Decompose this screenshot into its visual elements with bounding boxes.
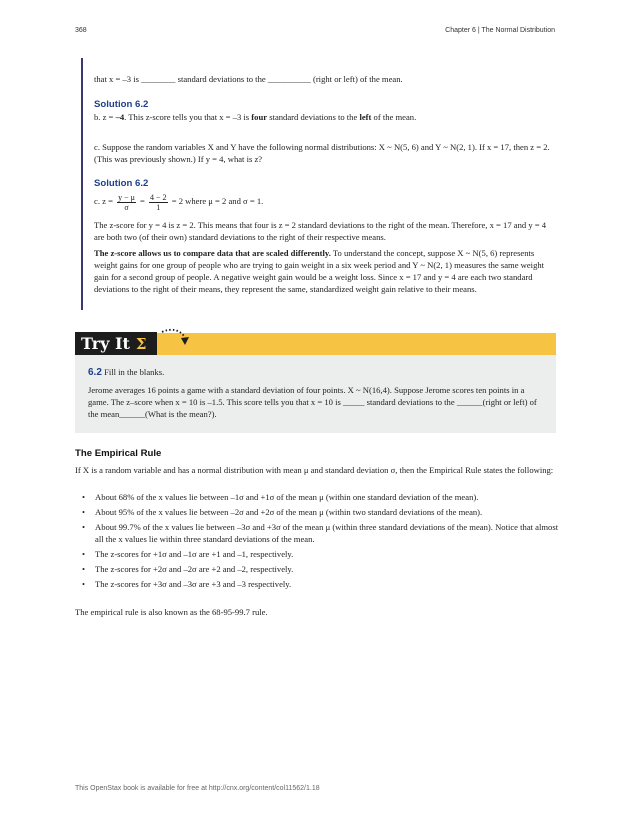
try-it-box xyxy=(75,355,556,433)
solution-1-text: b. z = –4. This z-score tells you that x = –3 is four standard deviations to the left of the mean. xyxy=(94,112,417,122)
solution-title-1: Solution 6.2 xyxy=(94,99,149,110)
empirical-rule-list xyxy=(82,491,562,593)
list-item: • The z-scores for +2σ and –2σ are +2 and –2, respectively. xyxy=(82,563,562,575)
try-it-label: Try It Σ xyxy=(75,332,157,356)
footer-text: This OpenStax book is available for free at http://cnx.org/content/col11562/1.18 xyxy=(75,785,320,792)
try-it-heading: 6.2 Fill in the blanks. xyxy=(88,367,165,378)
solution-title-2: Solution 6.2 xyxy=(94,178,149,189)
empirical-intro: If X is a random variable and has a normal distribution with mean μ and standard deviation σ, then the Empirical Rule states the following: xyxy=(75,465,554,475)
fraction-values: $\frac{4 - 2}{1}$ xyxy=(150,192,167,212)
list-item: • The z-scores for +3σ and –3σ are +3 and –3 respectively. xyxy=(82,578,562,590)
part-c-question: c. Suppose the random variables X and Y have the following normal distributions: X ~ N(5, 6) and Y ~ N(2, 1). If x = 17, then z = 2. (This was previously shown.) If y = 4, what is z? xyxy=(94,142,550,164)
example-margin-bar xyxy=(81,58,83,310)
paragraph-compare-data: The z-score allows us to compare data that are scaled differently. To understand the concept, suppose X ~ N(5, 6) represents weight gains for one group of people who are trying to gain weight in a six week period and Y ~ N(2, 1) measures the same weight gain for a second group of people. A negative weight gain would be a weight loss. Since x = 17 and y = 4 are each two standard deviations to the right of their means, they represent the same, standardized weight gain relative to their means. xyxy=(94,248,545,294)
chapter-title: Chapter 6 | The Normal Distribution xyxy=(445,27,555,34)
closing-line: The empirical rule is also known as the 68-95-99.7 rule. xyxy=(75,607,268,617)
list-item: • About 68% of the x values lie between –1σ and +1σ of the mean μ (within one standard deviation of the mean). xyxy=(82,491,562,503)
section-heading: The Empirical Rule xyxy=(75,448,162,459)
list-item: • About 95% of the x values lie between –2σ and +2σ of the mean μ (within two standard deviations of the mean). xyxy=(82,506,562,518)
try-it-problem: Jerome averages 16 points a game with a standard deviation of four points. X ~ N(16,4). Suppose Jerome scores ten points in a game. The z–score when x = 10 is –1.5. This score tells you that x = 10 is _____ standard deviations to the ______(right or left) of the mean______(What is the mean?). xyxy=(88,385,537,419)
paragraph-z-equals-2: The z-score for y = 4 is z = 2. This means that four is z = 2 standard deviations to the right of the mean. Therefore, x = 17 and y = 4 are both two (of their own) standard deviations to the right of their respective means. xyxy=(94,220,547,242)
list-item: • About 99.7% of the x values lie between –3σ and +3σ of the mean μ (within three standard deviations of the mean). Notice that almost all the x values lie within three standard deviations of the mean. xyxy=(82,521,562,545)
page-number: 368 xyxy=(75,27,87,34)
fraction-formula: $\frac{y - \mu}{\sigma}$ xyxy=(118,192,135,212)
question-line: that x = –3 is ________ standard deviations to the __________ (right or left) of the mean. xyxy=(94,74,403,84)
dotted-arrow-icon xyxy=(160,326,194,354)
sigma-icon: Σ xyxy=(135,335,147,353)
list-item: • The z-scores for +1σ and –1σ are +1 and –1, respectively. xyxy=(82,548,562,560)
z-score-equation: c. z = $\frac{y - \mu}{\sigma}$ = $\frac{4 - 2}{1}$ = 2 where μ = 2 and σ = 1. xyxy=(94,192,264,212)
